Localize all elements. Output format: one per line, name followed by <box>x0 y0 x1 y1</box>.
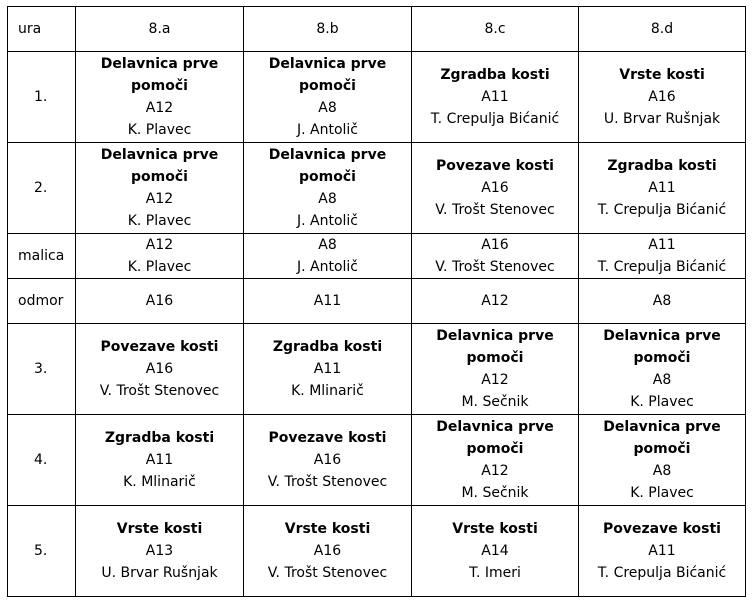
room-label: A12 <box>145 191 174 207</box>
subject-title-cont: pomoči <box>131 169 188 185</box>
room-label: A16 <box>648 89 676 105</box>
schedule-cell <box>579 52 746 143</box>
subject-title: Vrste kosti <box>452 521 538 537</box>
header-cell-8d: 8.d <box>579 7 746 52</box>
room-label: A16 <box>145 361 174 377</box>
schedule-cell <box>244 506 412 597</box>
row-label: 1. <box>8 52 76 143</box>
room-label: A11 <box>481 89 509 105</box>
teacher-name: J. Antolič <box>296 213 358 229</box>
subject-title: Delavnica prve <box>100 147 219 163</box>
subject-title: Vrste kosti <box>284 521 371 537</box>
schedule-cell <box>579 234 746 279</box>
teacher-name: V. Trošt Stenovec <box>267 474 388 490</box>
schedule-cell <box>579 415 746 506</box>
teacher-name: J. Antolič <box>296 259 358 275</box>
room-label: A11 <box>648 180 676 196</box>
room-label: A16 <box>313 543 342 559</box>
table-row <box>8 324 746 415</box>
room-label: A8 <box>652 293 672 309</box>
subject-title: Povezave kosti <box>100 339 219 355</box>
room-label: A13 <box>145 543 174 559</box>
teacher-name: U. Brvar Rušnjak <box>101 565 218 581</box>
subject-title: Delavnica prve <box>436 419 554 435</box>
subject-title: Povezave kosti <box>268 430 387 446</box>
header-cell-ura: ura <box>8 7 76 52</box>
header-row <box>8 7 746 52</box>
schedule-cell <box>579 506 746 597</box>
subject-title: Delavnica prve <box>100 56 219 72</box>
teacher-name: U. Brvar Rušnjak <box>603 111 721 127</box>
subject-title: Povezave kosti <box>436 158 554 174</box>
row-label: 5. <box>8 506 76 597</box>
teacher-name: V. Trošt Stenovec <box>267 565 388 581</box>
timetable <box>7 6 746 597</box>
row-label: odmor <box>8 279 76 324</box>
schedule-cell <box>244 324 412 415</box>
row-label: 2. <box>8 143 76 234</box>
row-label: malica <box>8 234 76 279</box>
room-label: A12 <box>481 372 509 388</box>
teacher-name: T. Crepulja Bićanić <box>597 259 727 275</box>
room-label: A8 <box>318 191 337 207</box>
room-label: A8 <box>318 100 337 116</box>
subject-title-cont: pomoči <box>299 169 356 185</box>
teacher-name: T. Crepulja Bićanić <box>430 111 560 127</box>
subject-title: Zgradba kosti <box>607 158 717 174</box>
subject-title: Delavnica prve <box>268 147 387 163</box>
schedule-cell <box>412 279 579 324</box>
schedule-cell <box>412 324 579 415</box>
schedule-cell <box>244 415 412 506</box>
room-label: A16 <box>481 237 509 253</box>
schedule-cell <box>579 324 746 415</box>
room-label: A14 <box>481 543 509 559</box>
schedule-cell <box>76 279 244 324</box>
room-label: A11 <box>648 543 676 559</box>
schedule-cell <box>76 52 244 143</box>
schedule-cell <box>412 234 579 279</box>
teacher-name: V. Trošt Stenovec <box>435 202 555 218</box>
subject-title: Vrste kosti <box>116 521 203 537</box>
schedule-cell <box>76 506 244 597</box>
subject-title: Delavnica prve <box>436 328 554 344</box>
room-label: A8 <box>318 237 337 253</box>
subject-title: Zgradba kosti <box>104 430 215 446</box>
schedule-cell <box>244 52 412 143</box>
schedule-cell <box>244 234 412 279</box>
teacher-name: K. Plavec <box>630 394 694 410</box>
table-row <box>8 234 746 279</box>
schedule-cell <box>412 506 579 597</box>
schedule-cell <box>579 143 746 234</box>
table-row <box>8 415 746 506</box>
room-label: A11 <box>313 361 342 377</box>
teacher-name: M. Sečnik <box>461 394 529 410</box>
row-label: 3. <box>8 324 76 415</box>
teacher-name: K. Plavec <box>127 122 192 138</box>
room-label: A8 <box>652 372 672 388</box>
header-cell-8a: 8.a <box>76 7 244 52</box>
teacher-name: K. Mlinarič <box>291 383 364 399</box>
teacher-name: T. Crepulja Bićanić <box>597 565 727 581</box>
room-label: A12 <box>145 100 174 116</box>
subject-title: Delavnica prve <box>603 419 721 435</box>
schedule-cell <box>76 324 244 415</box>
subject-title-cont: pomoči <box>633 441 691 457</box>
schedule-cell <box>76 415 244 506</box>
teacher-name: K. Mlinarič <box>123 474 196 490</box>
header-cell-8b: 8.b <box>244 7 412 52</box>
teacher-name: K. Plavec <box>127 259 192 275</box>
subject-title: Vrste kosti <box>619 67 705 83</box>
subject-title: Delavnica prve <box>603 328 721 344</box>
teacher-name: J. Antolič <box>296 122 358 138</box>
subject-title-cont: pomoči <box>299 78 356 94</box>
teacher-name: K. Plavec <box>630 485 694 501</box>
teacher-name: T. Crepulja Bićanić <box>597 202 727 218</box>
room-label: A11 <box>145 452 174 468</box>
schedule-cell <box>412 143 579 234</box>
schedule-cell <box>244 279 412 324</box>
room-label: A11 <box>313 293 342 309</box>
room-label: A16 <box>481 180 509 196</box>
schedule-cell <box>244 143 412 234</box>
subject-title: Delavnica prve <box>268 56 387 72</box>
schedule-cell <box>76 143 244 234</box>
teacher-name: K. Plavec <box>127 213 192 229</box>
room-label: A11 <box>648 237 676 253</box>
subject-title-cont: pomoči <box>131 78 188 94</box>
row-label: 4. <box>8 415 76 506</box>
subject-title-cont: pomoči <box>466 441 524 457</box>
subject-title: Zgradba kosti <box>272 339 383 355</box>
subject-title-cont: pomoči <box>466 350 524 366</box>
schedule-cell <box>412 415 579 506</box>
schedule-cell <box>412 52 579 143</box>
teacher-name: M. Sečnik <box>461 485 529 501</box>
room-label: A16 <box>145 293 174 309</box>
schedule-cell <box>76 234 244 279</box>
room-label: A12 <box>145 237 174 253</box>
table-row <box>8 506 746 597</box>
teacher-name: V. Trošt Stenovec <box>99 383 220 399</box>
table-row <box>8 52 746 143</box>
subject-title: Zgradba kosti <box>440 67 550 83</box>
room-label: A16 <box>313 452 342 468</box>
subject-title-cont: pomoči <box>633 350 691 366</box>
room-label: A12 <box>481 463 509 479</box>
table-row <box>8 279 746 324</box>
room-label: A12 <box>481 293 509 309</box>
teacher-name: V. Trošt Stenovec <box>435 259 555 275</box>
schedule-cell <box>579 279 746 324</box>
table-row <box>8 143 746 234</box>
subject-title: Povezave kosti <box>603 521 721 537</box>
room-label: A8 <box>652 463 672 479</box>
header-cell-8c: 8.c <box>412 7 579 52</box>
teacher-name: T. Imeri <box>469 565 521 581</box>
